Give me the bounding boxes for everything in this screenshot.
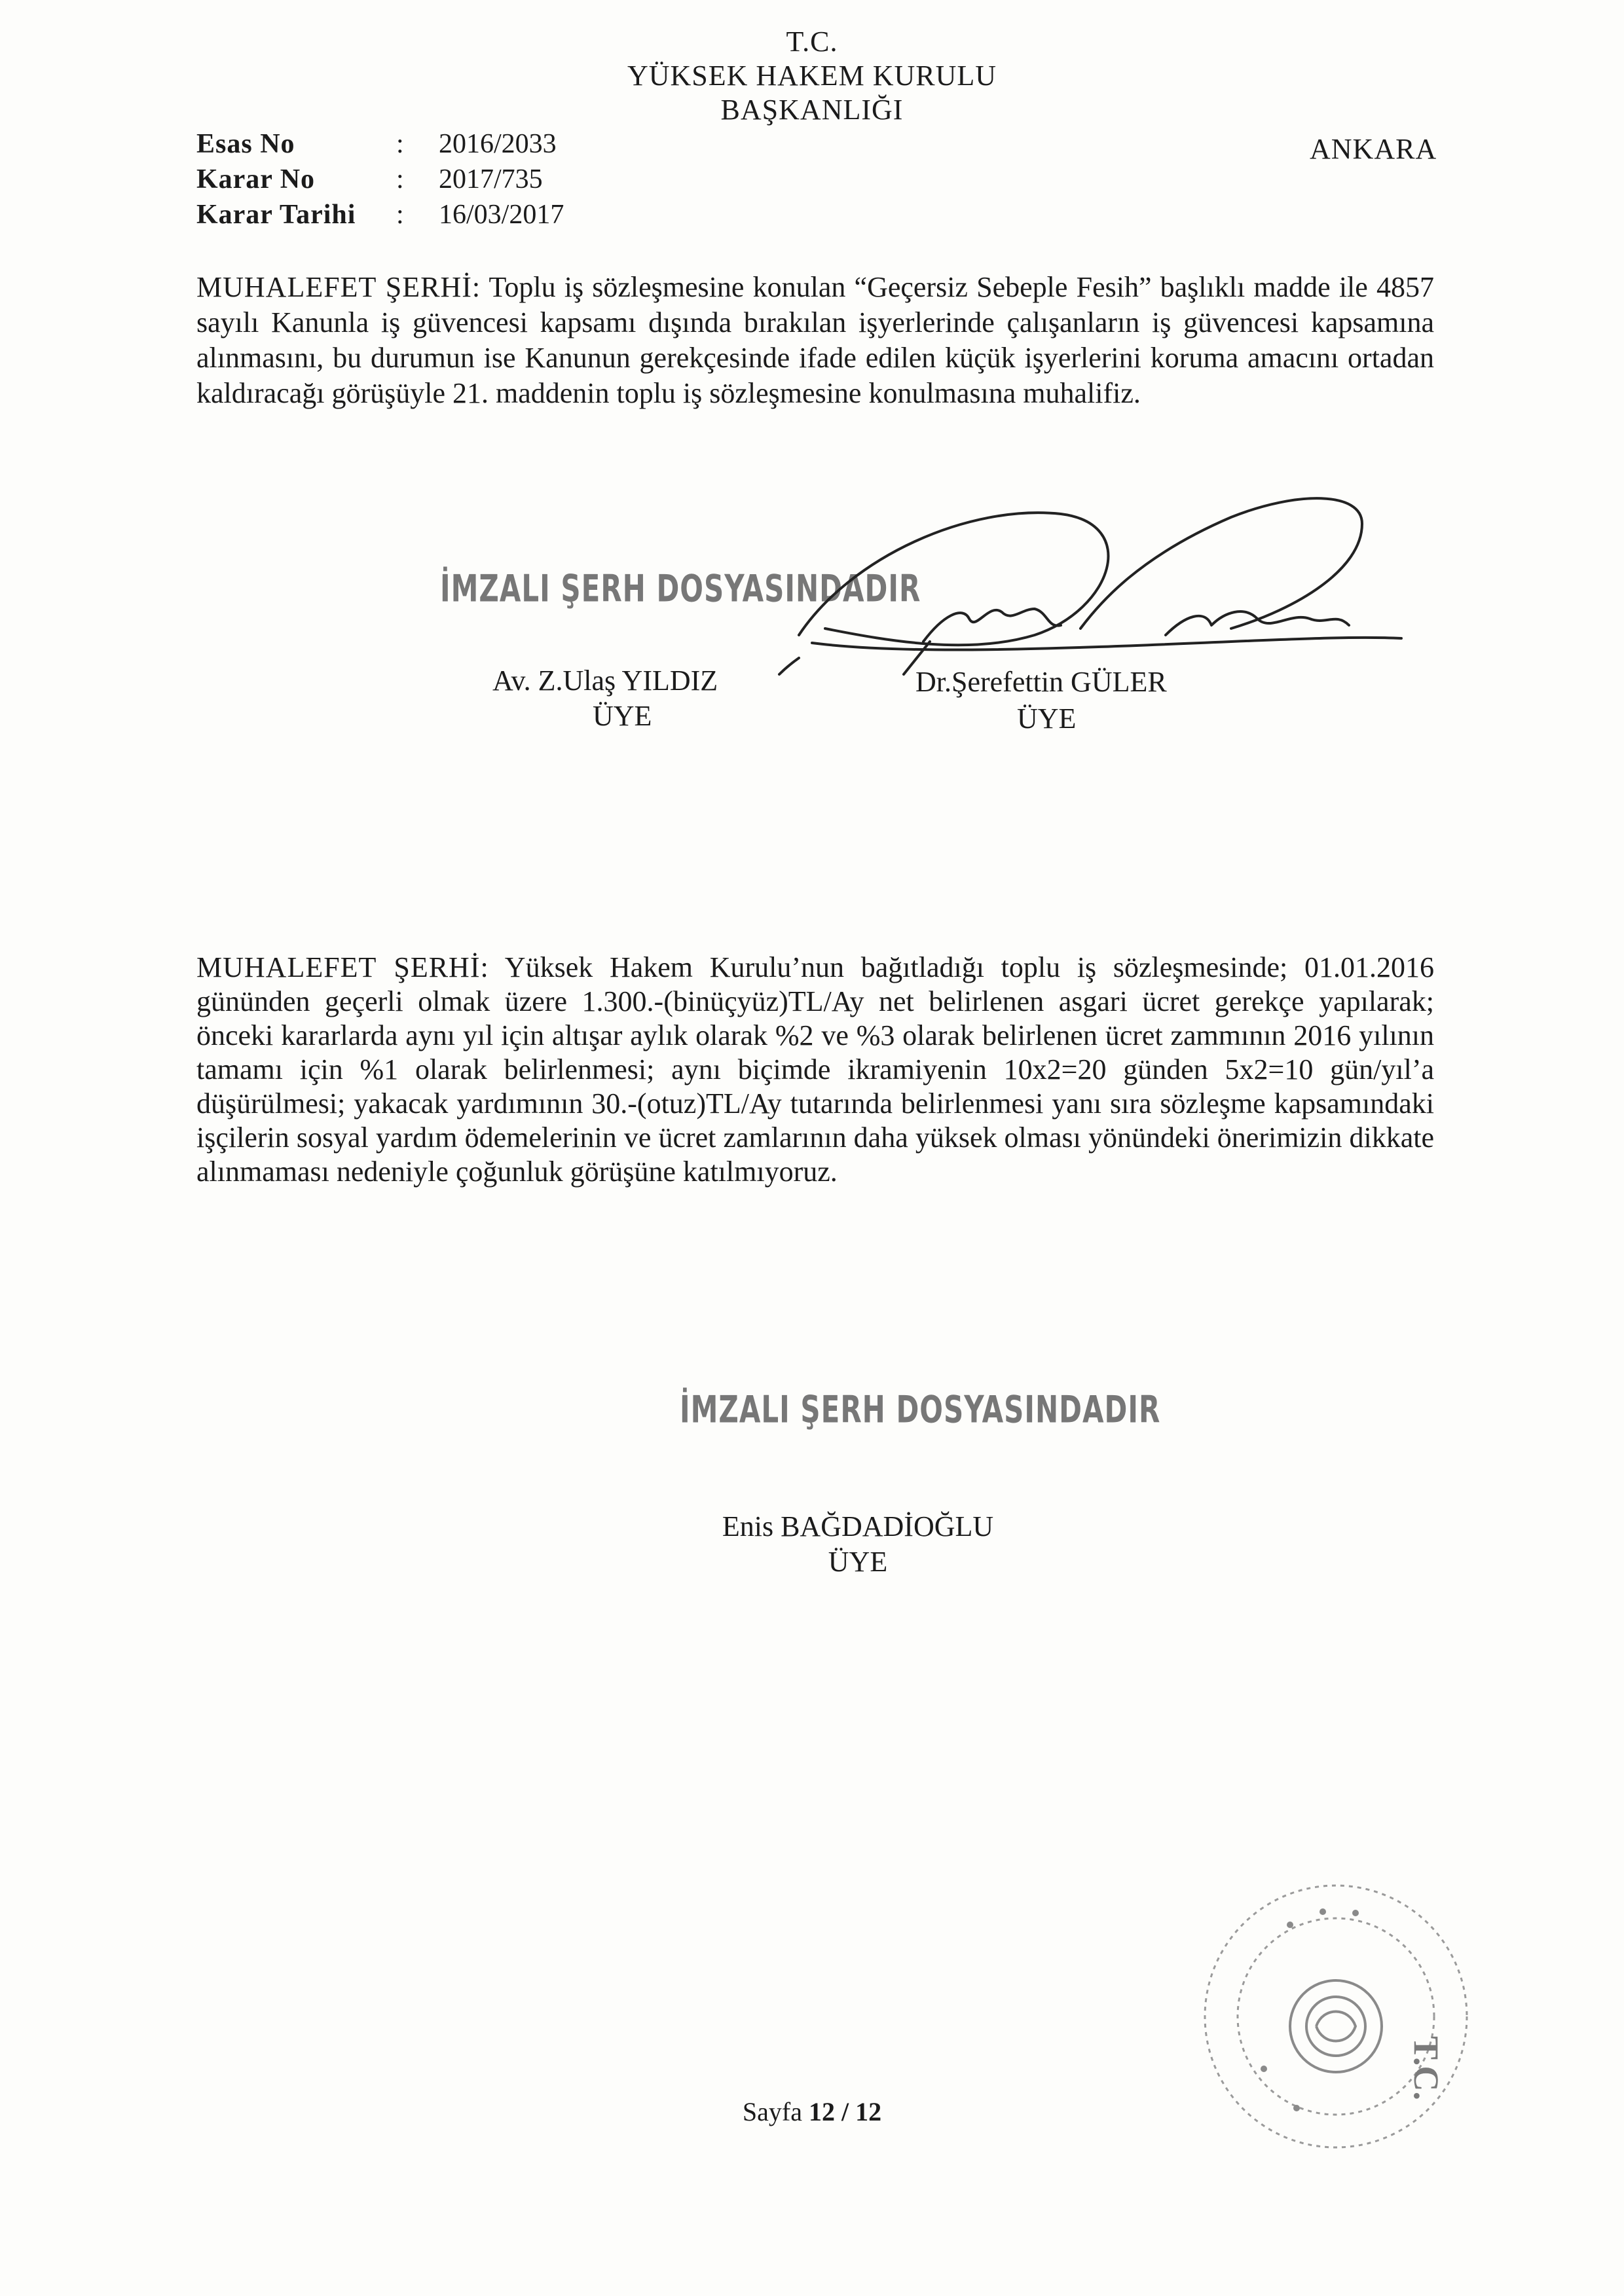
meta-esas-value: 2016/2033 — [439, 129, 557, 159]
signer-title: ÜYE — [828, 1546, 888, 1578]
dissent-paragraph-2 — [196, 951, 1434, 1189]
header-presidency: BAŞKANLIĞI — [720, 94, 904, 126]
meta-esas-label: Esas No — [196, 129, 295, 159]
meta-colon: : — [396, 164, 404, 194]
signed-dissent-stamp: İMZALI ŞERH DOSYASINDADIR — [440, 567, 921, 611]
dissent-text: Toplu iş sözleşmesine konulan “Geçersiz Sebeple Fesih” başlıklı madde ile 4857 sayılı Kanunla iş güvencesi kapsamı dışında bırakılan işyerlerinde çalışanların iş güvencesi kapsamına alınmasını, bu durumun ise Kanunun gerekçesinde ifade edilen küçük işyerlerini koruma amacını ortadan kaldıracağı görüşüyle 21. maddenin toplu iş sözleşmesine konulmasına muhalifiz. — [196, 271, 1434, 409]
dissent-label: MUHALEFET ŞERHİ: — [196, 271, 481, 303]
dissent-label: MUHALEFET ŞERHİ: — [196, 951, 489, 983]
meta-karar-value: 2017/735 — [439, 164, 543, 194]
meta-tarih-label: Karar Tarihi — [196, 200, 356, 230]
signer-left-title: ÜYE — [593, 700, 652, 732]
signer-name: Enis BAĞDADİOĞLU — [722, 1510, 994, 1542]
page-footer — [0, 2096, 1624, 2127]
page-footer-prefix: Sayfa — [742, 2097, 802, 2126]
meta-colon: : — [396, 129, 404, 159]
signature-scribble-icon — [773, 478, 1441, 694]
meta-colon: : — [396, 200, 404, 230]
header-tc: T.C. — [786, 26, 838, 58]
dissent-paragraph-1 — [196, 270, 1434, 411]
signer-right-name: Dr.Şerefettin GÜLER — [915, 666, 1167, 698]
meta-tarih-value: 16/03/2017 — [439, 200, 564, 230]
header-institution: YÜKSEK HAKEM KURULU — [627, 60, 997, 92]
signer-left-name: Av. Z.Ulaş YILDIZ — [492, 665, 718, 697]
signed-dissent-stamp: İMZALI ŞERH DOSYASINDADIR — [680, 1388, 1161, 1432]
seal-label: T.C. — [1407, 2036, 1446, 2101]
meta-karar-label: Karar No — [196, 164, 316, 194]
page-number: 12 / 12 — [808, 2097, 882, 2126]
header-city: ANKARA — [1310, 133, 1437, 165]
signer-right-title: ÜYE — [1017, 702, 1077, 735]
dissent-text: Yüksek Hakem Kurulu’nun bağıtladığı toplu iş sözleşmesinde; 01.01.2016 gününden geçerli olmak üzere 1.300.-(binüçyüz)TL/Ay net belirlenen asgari ücret gerekçe yapılarak; önceki kararlarda aynı yıl için altışar aylık olarak %2 ve %3 olarak belirlenen ücret zammının 2016 yılının tamamı için %1 olarak belirlenmesi; aynı biçimde ikramiyenin 10x2=20 günden 5x2=10 gün/yıl’a düşürülmesi; yakacak yardımının 30.-(otuz)TL/Ay tutarında belirlenmesi yanı sıra sözleşme kapsamındaki işçilerin sosyal yardım ödemelerinin ve ücret zamlarının daha yüksek olması yönündeki önerimizin dikkate alınmaması nedeniyle çoğunluk görüşüne katılmıyoruz. — [196, 951, 1434, 1188]
